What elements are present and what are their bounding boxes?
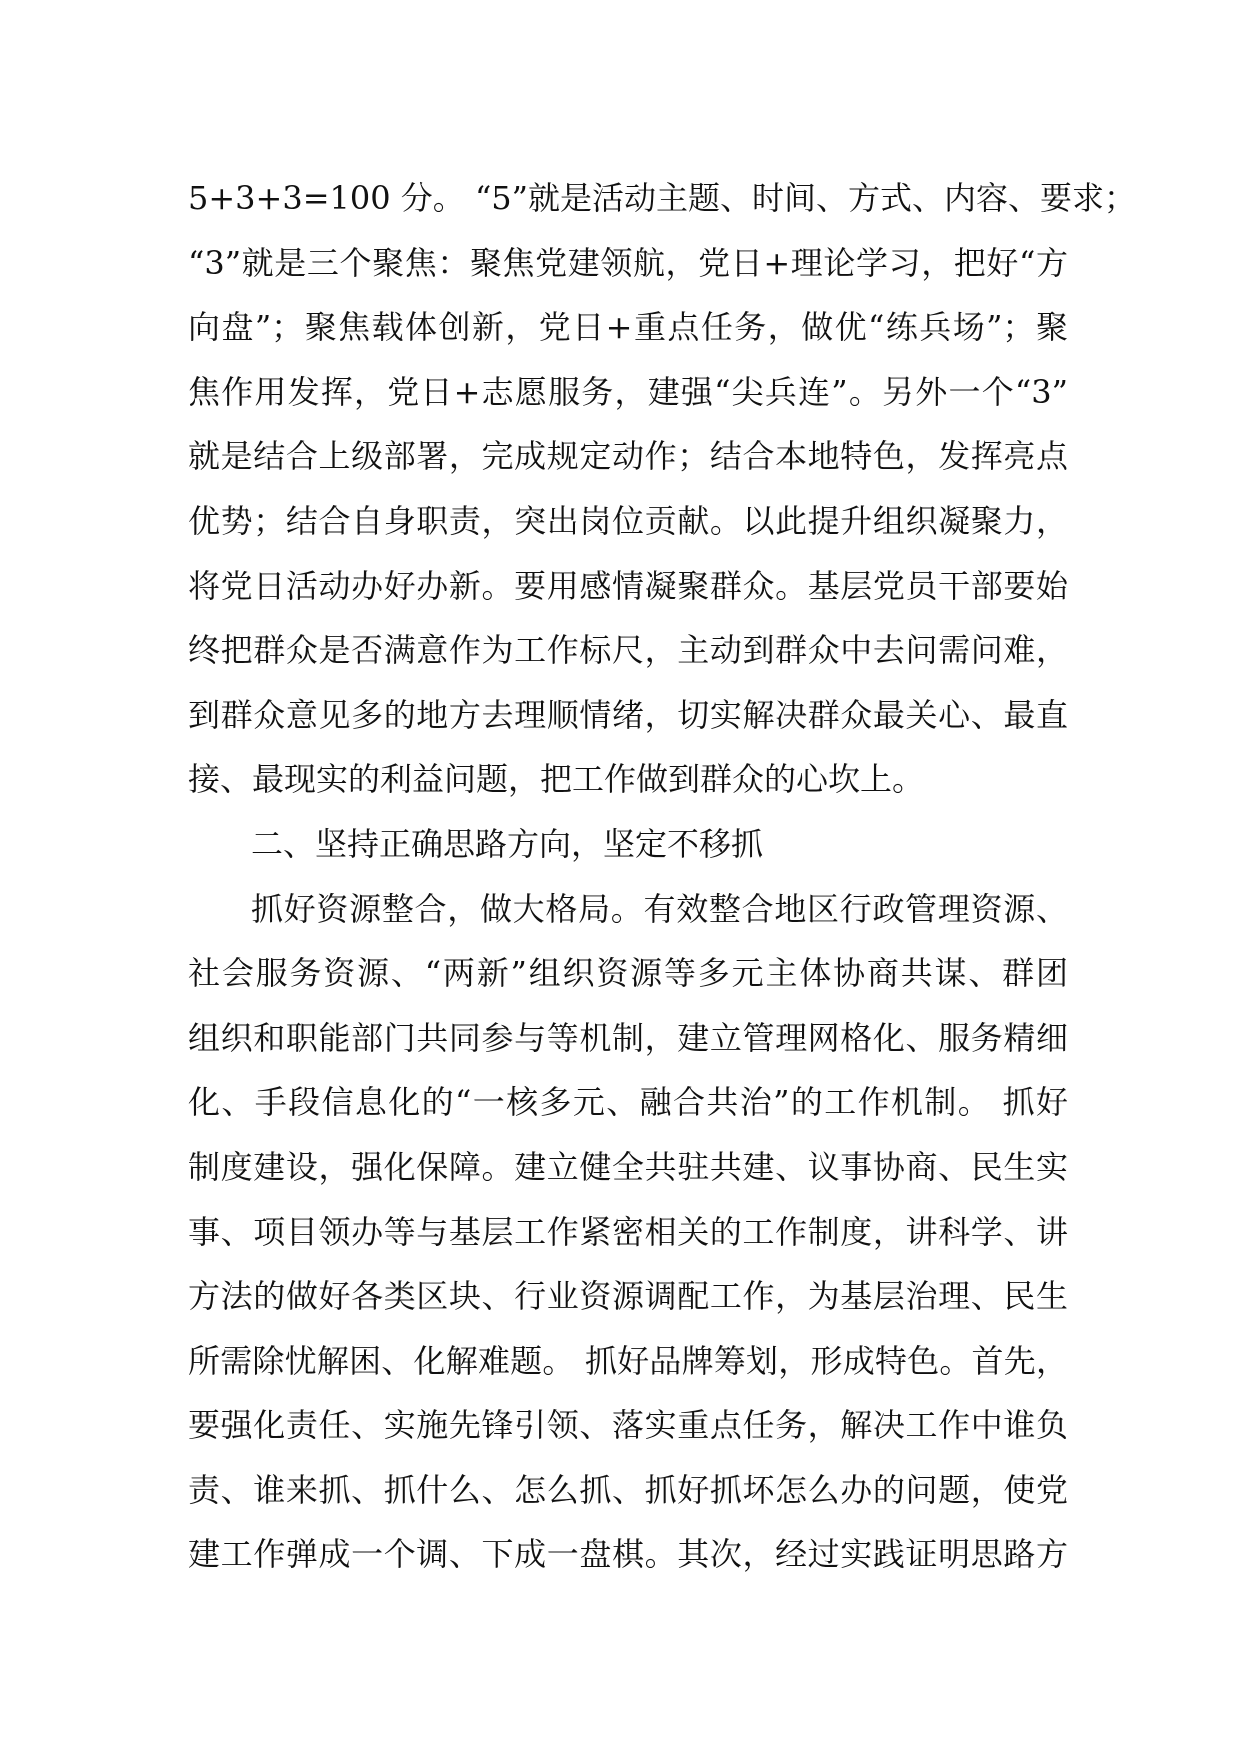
text-line: 化、手段信息化的“一核多元、融合共治”的工作机制。 抓好 — [188, 1083, 1068, 1122]
text-line: 方法的做好各类区块、行业资源调配工作，为基层治理、民生 — [188, 1277, 1068, 1316]
text-line: 所需除忧解困、化解难题。 抓好品牌筹划，形成特色。首先， — [188, 1341, 1068, 1380]
text-line: 组织和职能部门共同参与等机制，建立管理网格化、服务精细 — [188, 1018, 1068, 1057]
text-line: 焦作用发挥，党日+志愿服务，建强“尖兵连”。另外一个“3” — [188, 372, 1068, 411]
text-line: 到群众意见多的地方去理顺情绪，切实解决群众最关心、最直 — [188, 695, 1068, 734]
text-line: 就是结合上级部署，完成规定动作；结合本地特色，发挥亮点 — [188, 437, 1068, 476]
text-line: 向盘”；聚焦载体创新，党日+重点任务，做优“练兵场”；聚 — [188, 308, 1068, 347]
text-line: 事、项目领办等与基层工作紧密相关的工作制度，讲科学、讲 — [188, 1212, 1068, 1251]
text-line: 责、谁来抓、抓什么、怎么抓、抓好抓坏怎么办的问题，使党 — [188, 1470, 1068, 1509]
text-line: 要强化责任、实施先锋引领、落实重点任务，解决工作中谁负 — [188, 1406, 1068, 1445]
text-line: 接、最现实的利益问题，把工作做到群众的心坎上。 — [188, 760, 925, 799]
body-text — [188, 166, 1137, 1587]
text-line: 制度建设，强化保障。建立健全共驻共建、议事协商、民生实 — [188, 1147, 1068, 1186]
text-line: 二、坚持正确思路方向，坚定不移抓 — [251, 824, 764, 863]
text-line: 建工作弹成一个调、下成一盘棋。其次，经过实践证明思路方 — [188, 1535, 1068, 1574]
text-line: “3”就是三个聚焦：聚焦党建领航，党日+理论学习，把好“方 — [188, 243, 1068, 282]
text-line: 社会服务资源、“两新”组织资源等多元主体协商共谋、群团 — [188, 954, 1068, 993]
text-line: 将党日活动办好办新。要用感情凝聚群众。基层党员干部要始 — [188, 566, 1068, 605]
text-line: 终把群众是否满意作为工作标尺，主动到群众中去问需问难， — [188, 631, 1068, 670]
text-line: 5+3+3=100 分。 “5”就是活动主题、时间、方式、内容、要求； — [188, 179, 1137, 217]
text-line: 抓好资源整合，做大格局。有效整合地区行政管理资源、 — [251, 889, 1068, 928]
text-line: 优势；结合自身职责，突出岗位贡献。以此提升组织凝聚力， — [188, 501, 1068, 540]
